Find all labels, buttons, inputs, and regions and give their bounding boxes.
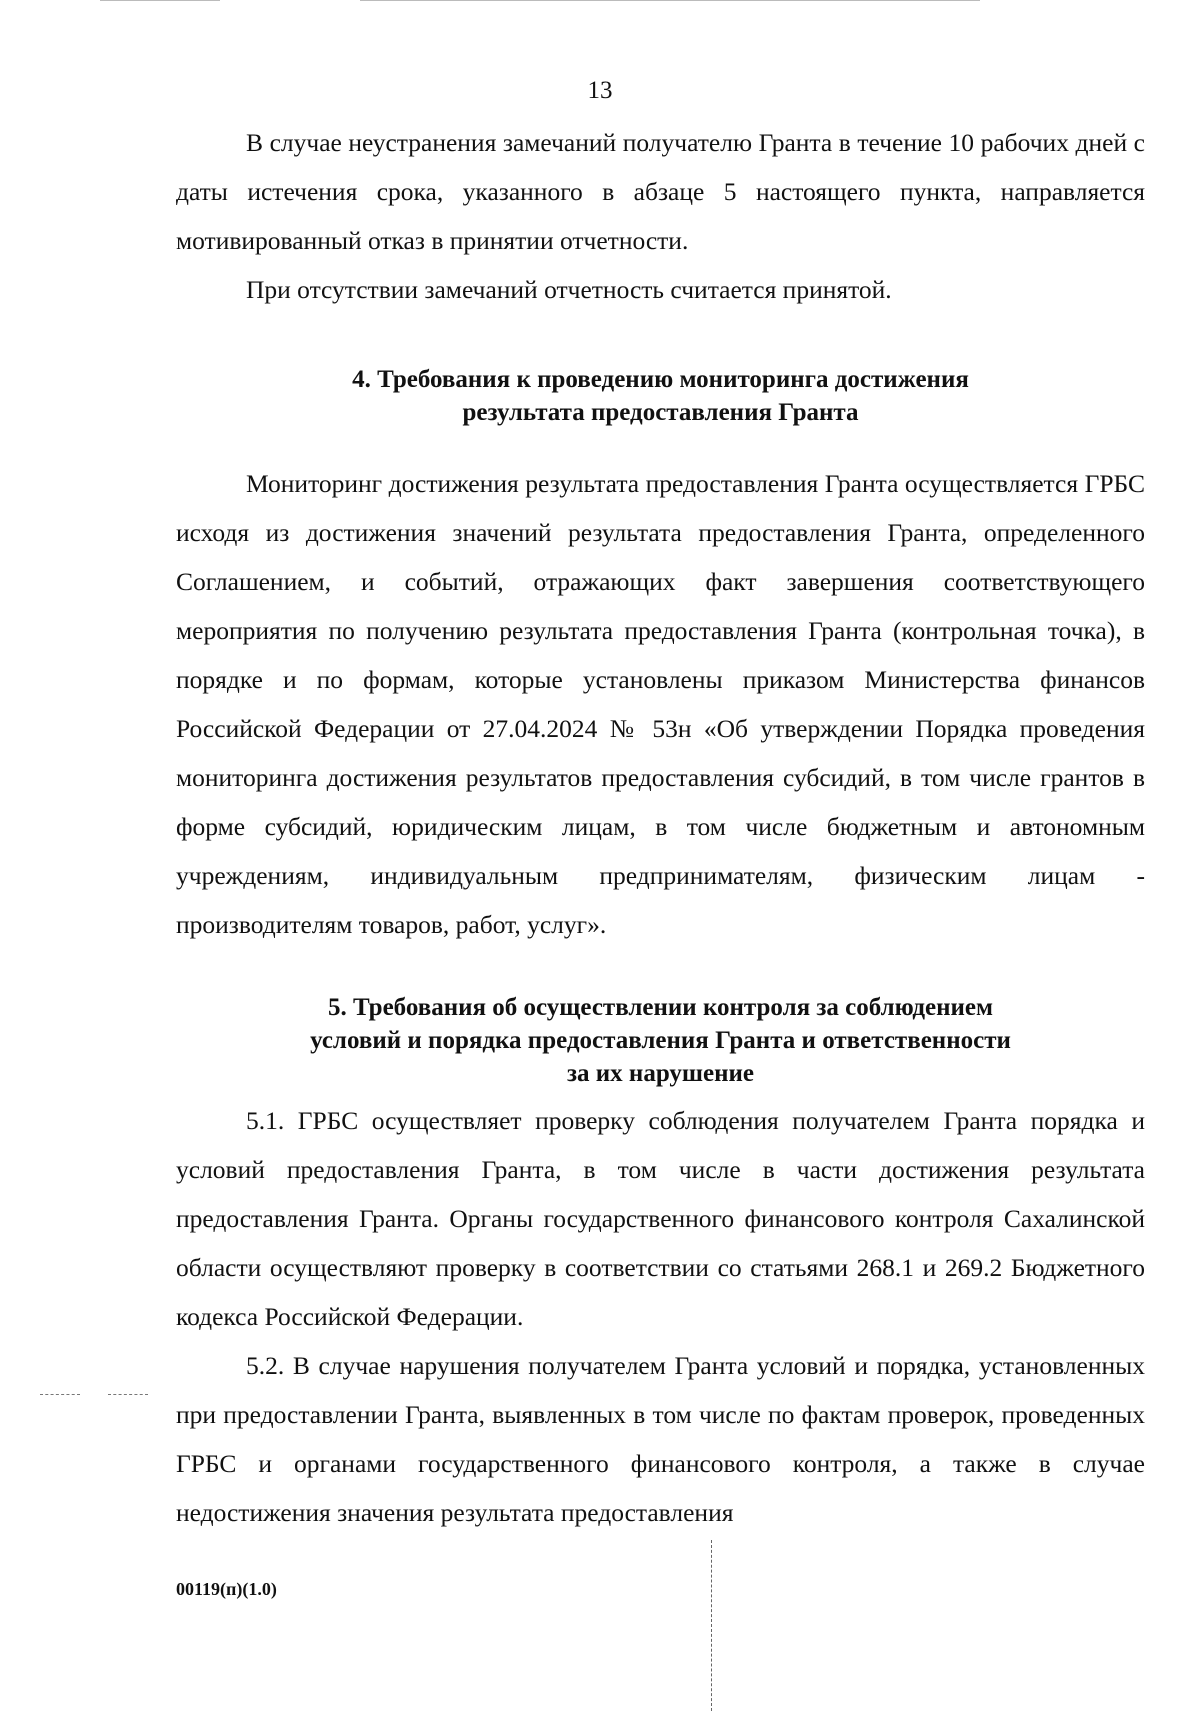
scan-artifact-top-left <box>100 0 220 1</box>
scan-artifact-top-center <box>360 0 980 1</box>
section-5-heading <box>176 991 1145 1090</box>
paragraph-5-2: 5.2. В случае нарушения получателем Гранта условий и порядка, установленных при предоставлении Гранта, выявленных в том числе по фактам проверок, проведенных ГРБС и органами государственного финансового контроля, а также в случае недостижения значения результата предоставления <box>176 1351 1145 1527</box>
scan-artifact-dash-left-2 <box>108 1394 148 1396</box>
paragraph-5-1: 5.1. ГРБС осуществляет проверку соблюдения получателем Гранта порядка и условий предоставления Гранта, в том числе в части достижения результата предоставления Гранта. Органы государственного финансового контроля Сахалинской области осуществляют проверку в соответствии со статьями 268.1 и 269.2 Бюджетного кодекса Российской Федерации. <box>176 1106 1145 1331</box>
section-5-heading-line-1: 5. Требования об осуществлении контроля за соблюдением <box>327 994 994 1021</box>
section-5-heading-line-3: за их нарушение <box>566 1060 755 1087</box>
document-body <box>176 118 1145 1537</box>
section-4-heading <box>176 363 1145 429</box>
document-footer-code: 00119(п)(1.0) <box>176 1579 277 1599</box>
section-4-heading-line-2: результата предоставления Гранта <box>462 399 859 426</box>
section-5-heading-line-2: условий и порядка предоставления Гранта и ответственности <box>310 1027 1011 1054</box>
paragraph-intro-2: При отсутствии замечаний отчетность считается принятой. <box>246 275 892 304</box>
page-number: 13 <box>587 77 613 104</box>
section-4-paragraph: Мониторинг достижения результата предоставления Гранта осуществляется ГРБС исходя из достижения значений результата предоставления Гранта, определенного Соглашением, и событий, отражающих факт завершения соответствующего мероприятия по получению результата предоставления Гранта (контрольная точка), в порядке и по формам, которые установлены приказом Министерства финансов Российской Федерации от 27.04.2024 № 53н «Об утверждении Порядка проведения мониторинга достижения результатов предоставления субсидий, в том числе грантов в форме субсидий, юридическим лицам, в том числе бюджетным и автономным учреждениям, индивидуальным предпринимателям, физическим лицам - производителям товаров, работ, услуг». <box>176 469 1145 939</box>
paragraph-intro-1: В случае неустранения замечаний получателю Гранта в течение 10 рабочих дней с даты истечения срока, указанного в абзаце 5 настоящего пункта, направляется мотивированный отказ в принятии отчетности. <box>176 128 1145 255</box>
scan-artifact-dash-left <box>40 1394 80 1396</box>
scan-artifact-vertical-line <box>711 1540 712 1711</box>
section-4-heading-line-1: 4. Требования к проведению мониторинга достижения <box>352 366 969 393</box>
